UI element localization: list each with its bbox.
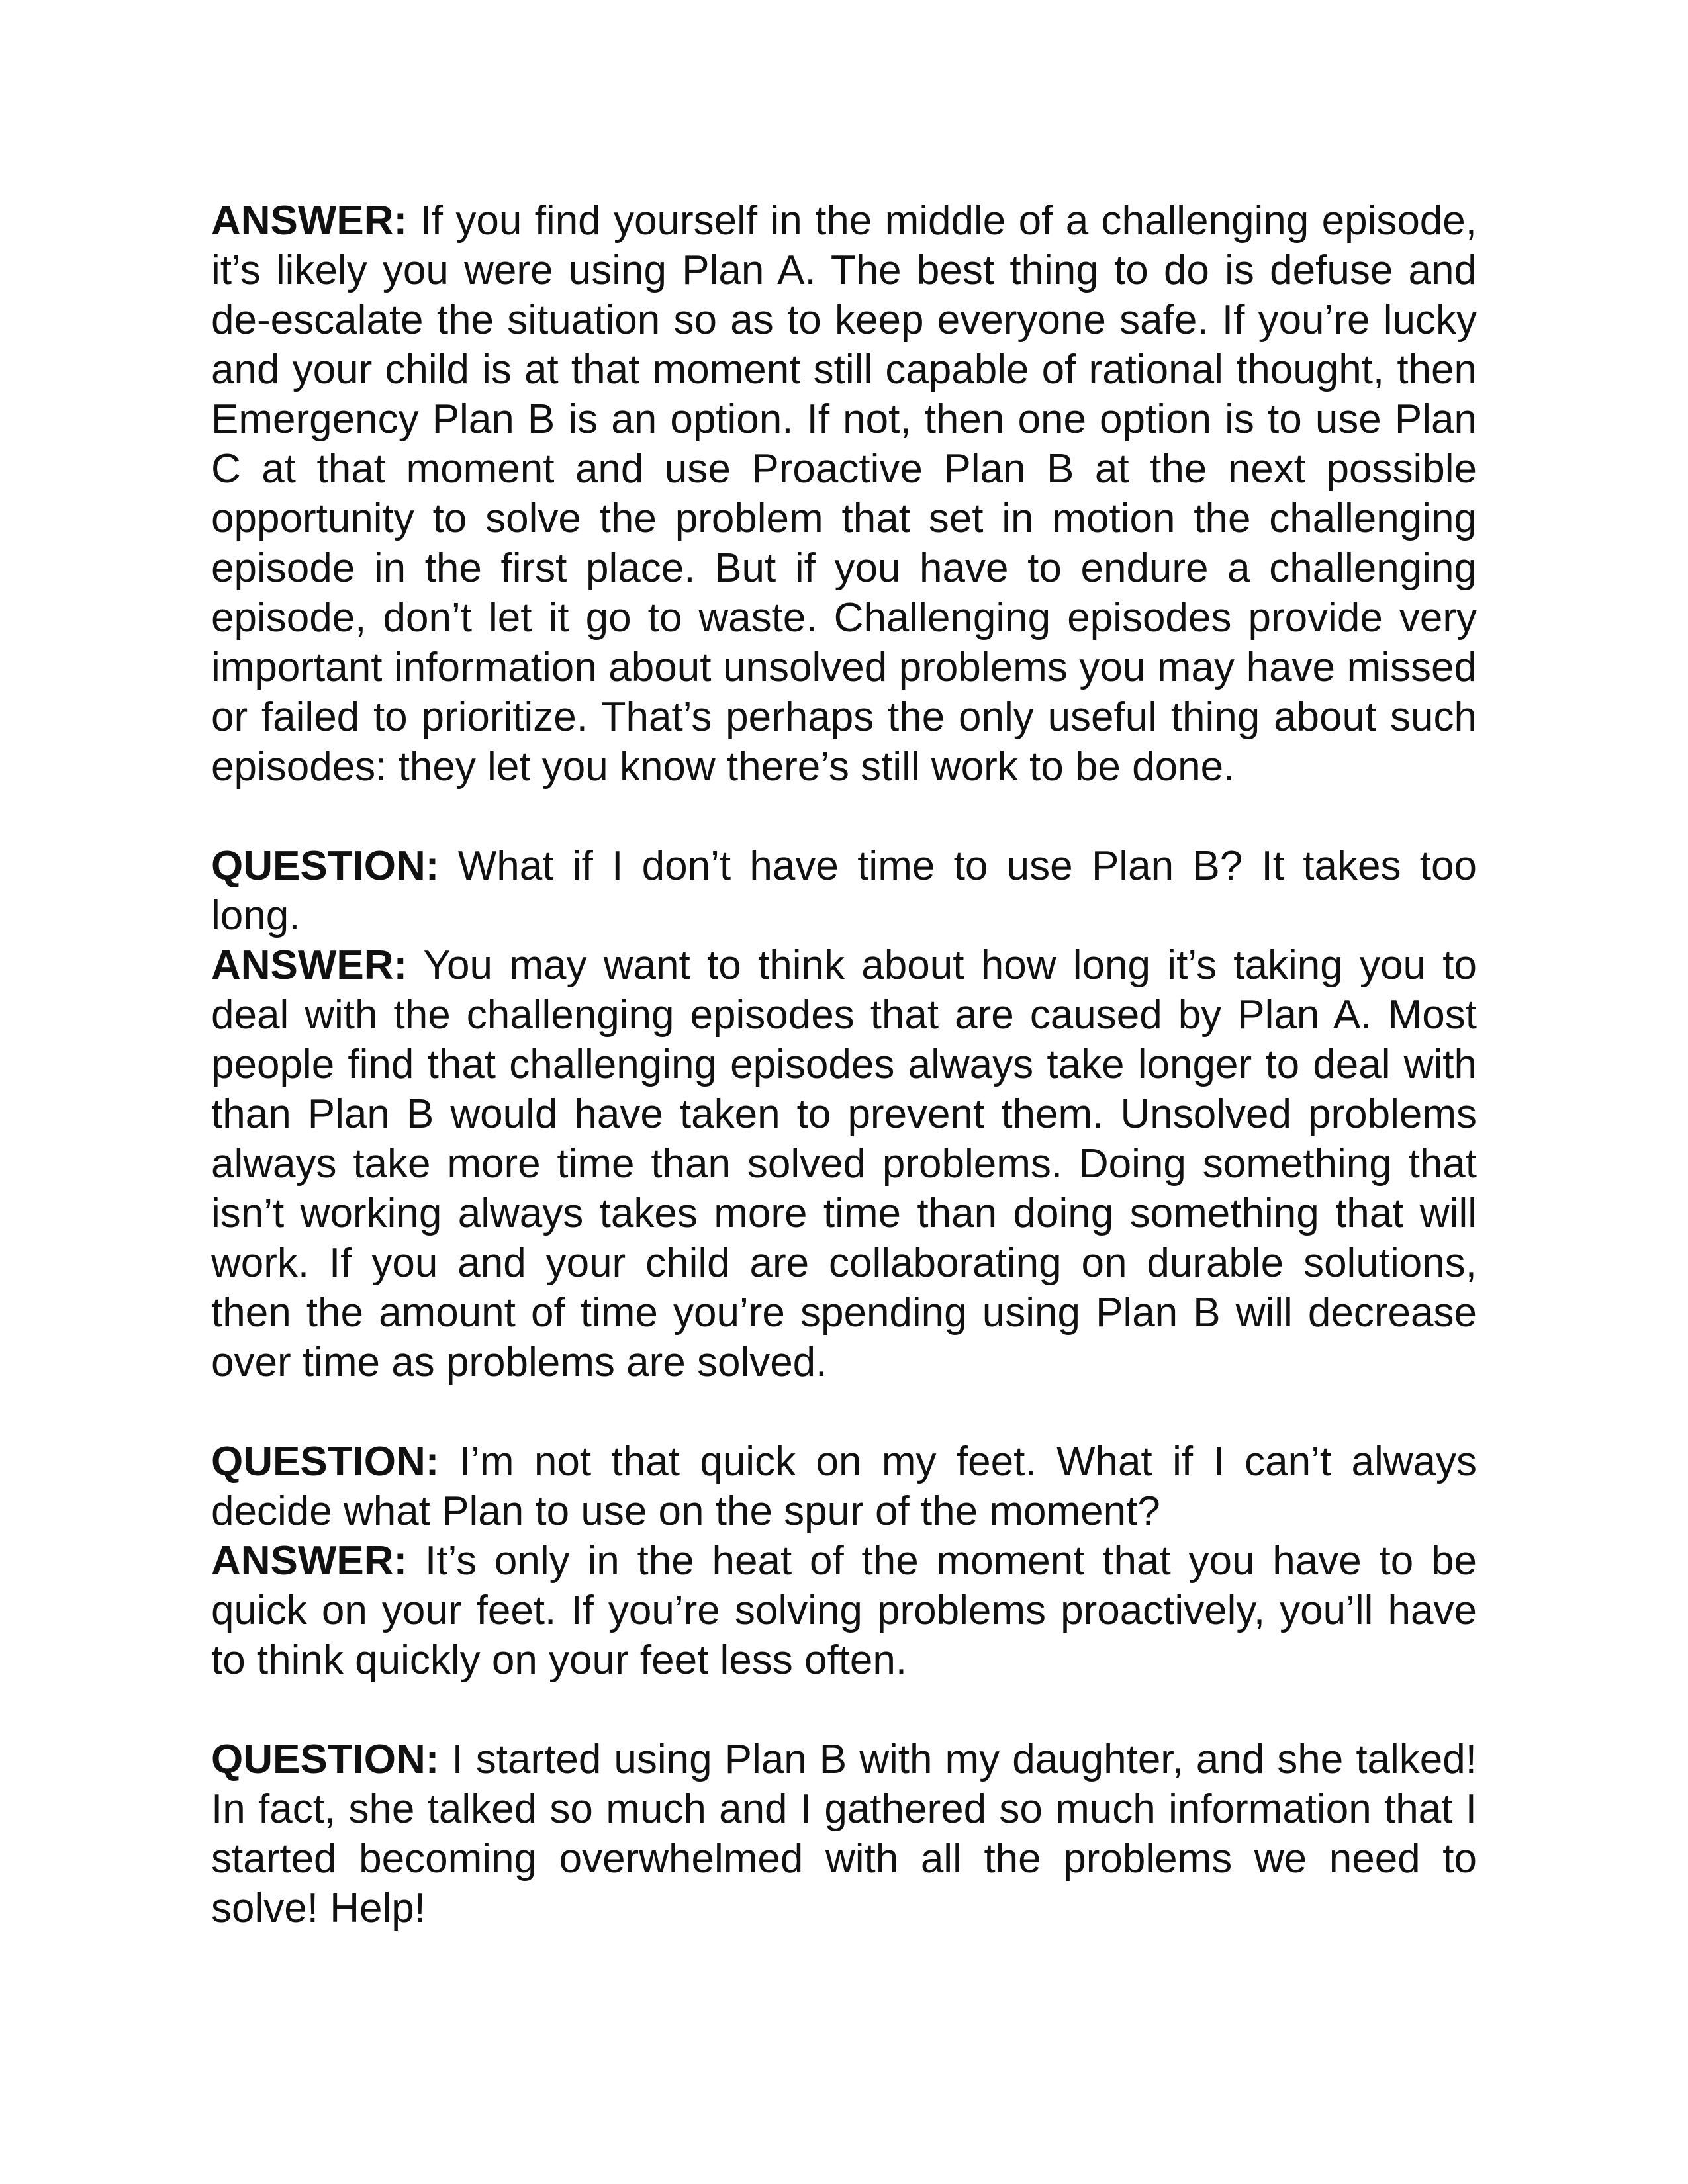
answer-label: ANSWER: [211, 1538, 408, 1584]
answer-paragraph [211, 1536, 1477, 1685]
answer-paragraph [211, 940, 1477, 1387]
question-paragraph [211, 1735, 1477, 1933]
question-text: I started using Plan B with my daughter, and she talked! In fact, she talked so much and I gathered so much information that I started becoming overwhelmed with all the problems we need to solve! Help! [211, 1737, 1477, 1931]
answer-label: ANSWER: [211, 198, 408, 244]
document-page [211, 196, 1477, 1933]
question-label: QUESTION: [211, 1439, 440, 1484]
answer-paragraph [211, 196, 1477, 792]
paragraph-spacer [211, 1387, 1477, 1437]
answer-text: It’s only in the heat of the moment that you have to be quick on your feet. If you’re solving problems proactively, you’ll have to think quickly on your feet less often. [211, 1538, 1477, 1683]
answer-text: If you find yourself in the middle of a challenging episode, it’s likely you were using Plan A. The best thing to do is defuse and de-escalate the situation so as to keep everyone safe. If you’re lucky and your child is at that moment still capable of rational thought, then Emergency Plan B is an option. If not, then one option is to use Plan C at that moment and use Proactive Plan B at the next possible opportunity to solve the problem that set in motion the challenging episode in the first place. But if you have to endure a challenging episode, don’t let it go to waste. Challenging episodes provide very important information about unsolved problems you may have missed or failed to prioritize. That’s perhaps the only useful thing about such episodes: they let you know there’s still work to be done. [211, 198, 1477, 790]
answer-text: You may want to think about how long it’s taking you to deal with the challenging episodes that are caused by Plan A. Most people find that challenging episodes always take longer to deal with than Plan B would have taken to prevent them. Unsolved problems always take more time than solved problems. Doing something that isn’t working always takes more time than doing something that will work. If you and your child are collaborating on durable solutions, then the amount of time you’re spending using Plan B will decrease over time as problems are solved. [211, 942, 1477, 1385]
question-label: QUESTION: [211, 1737, 440, 1782]
answer-label: ANSWER: [211, 942, 408, 988]
question-text: I’m not that quick on my feet. What if I can’t always decide what Plan to use on the spur of the moment? [211, 1439, 1477, 1534]
question-label: QUESTION: [211, 843, 440, 889]
question-paragraph [211, 1437, 1477, 1536]
question-text: What if I don’t have time to use Plan B? It takes too long. [211, 843, 1477, 938]
question-paragraph [211, 841, 1477, 940]
paragraph-spacer [211, 1685, 1477, 1735]
paragraph-spacer [211, 792, 1477, 841]
